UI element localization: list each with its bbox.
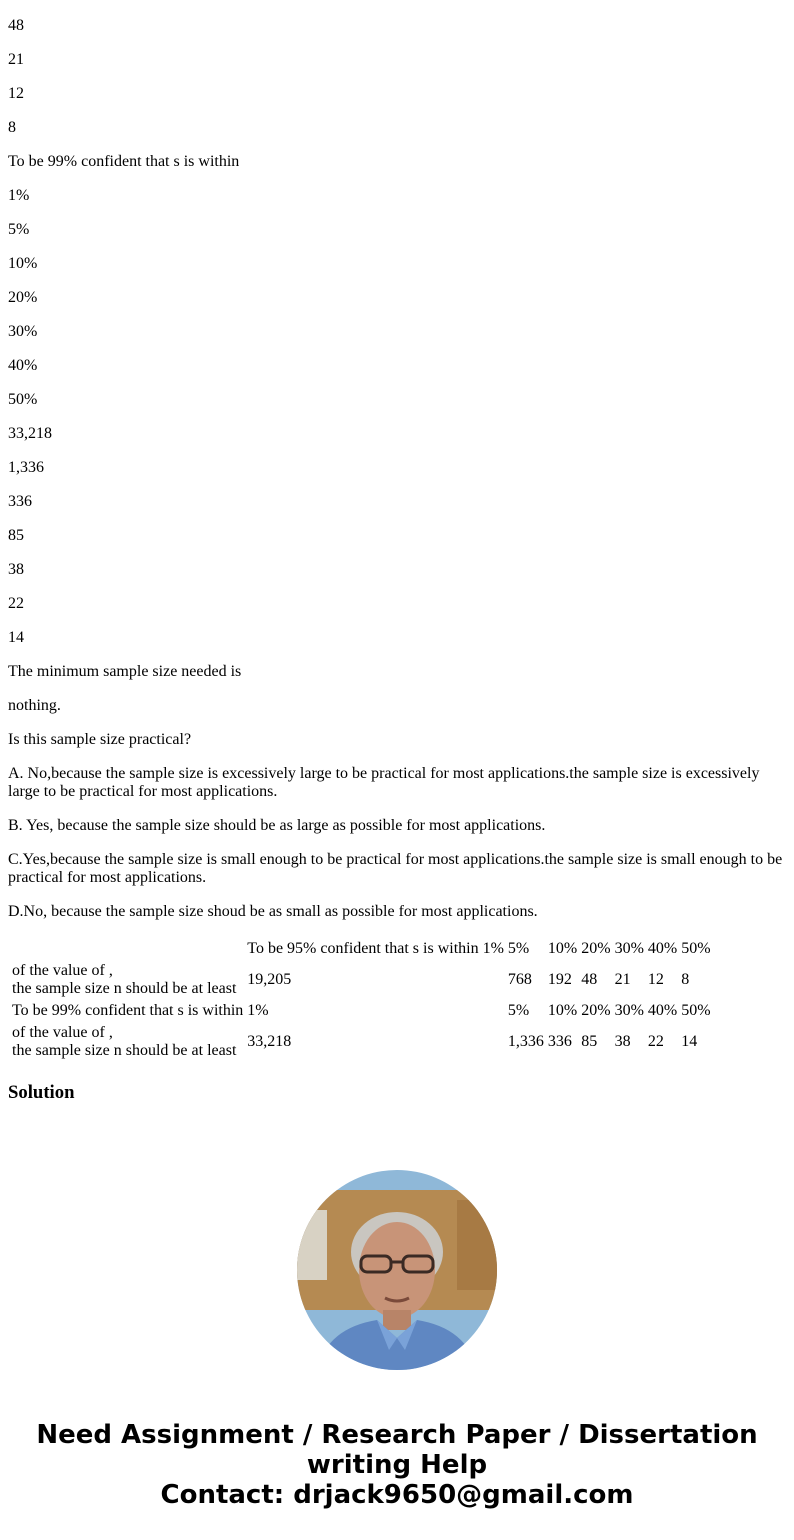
text-line: 30% [8,323,38,340]
table-cell: 1,336 [507,1033,544,1050]
table-row [11,939,712,959]
table-cell: 19,205 [247,971,292,988]
table-cell: of the value of , the sample size n should be at least [12,962,237,997]
answer-options [8,765,786,921]
text-line: 20% [8,289,38,306]
text-line: 33,218 [8,425,52,442]
text-line: 12 [8,85,24,102]
text-line: 14 [8,629,24,646]
table-cell: 192 [547,971,572,988]
question-text: Is this sample size practical? [8,731,192,748]
table-cell: 10% [547,940,578,957]
text-lines [8,17,786,749]
table-cell: 1% [247,1002,269,1019]
solution-heading: Solution [8,1082,75,1103]
table-cell: 768 [507,971,532,988]
table-cell [482,1023,505,1061]
table-cell: 5% [507,940,530,957]
answer-text: nothing. [8,697,61,714]
promo-contact: Contact: drjack9650@gmail.com [160,1480,634,1510]
text-line: 10% [8,255,38,272]
table-cell: 5% [507,1002,530,1019]
table-cell: 30% [614,1002,644,1019]
text-line: 1% [8,187,30,204]
document-body [0,17,794,1104]
text-line: 40% [8,357,38,374]
table-cell: To be 99% confident that s is within [12,1002,244,1019]
table-cell: 85 [581,1033,598,1050]
promo-line-1: Need Assignment / Research Paper / Dissertation [36,1420,758,1450]
text-line: 1,336 [8,459,44,476]
table-cell: 1% [482,940,504,957]
table-cell: 336 [547,1033,572,1050]
option-c: C.Yes,because the sample size is small enough to be practical for most applications.the sample size is small enough to be practical for most applications. [8,851,783,886]
text-line: To be 99% confident that s is within [8,153,240,170]
table-cell: 20% [581,940,611,957]
question-text: The minimum sample size needed is [8,663,242,680]
table-cell: 10% [547,1002,578,1019]
table-cell: 50% [681,1002,711,1019]
table-cell: 12 [647,971,664,988]
table-cell [482,1001,505,1021]
table-cell: 30% [614,940,644,957]
promo-banner [0,1420,794,1510]
option-d: D.No, because the sample size shoud be as small as possible for most applications. [8,903,538,920]
promo-line-2: writing Help [306,1450,488,1480]
table-cell: To be 95% confident that s is within [247,940,479,957]
text-line: 21 [8,51,24,68]
table-cell: 8 [681,971,690,988]
table-cell: 20% [581,1002,611,1019]
option-b: B. Yes, because the sample size should be as large as possible for most applications. [8,817,546,834]
author-portrait-icon [297,1170,497,1370]
text-line: 8 [8,119,16,136]
table-cell [11,939,244,959]
text-line: 38 [8,561,24,578]
table-row [11,1023,712,1061]
table-cell: 22 [647,1033,664,1050]
table-cell: 33,218 [247,1033,292,1050]
text-line: 85 [8,527,24,544]
text-line: 50% [8,391,38,408]
table-cell [482,961,505,999]
table-cell: of the value of , the sample size n should be at least [12,1024,237,1059]
option-a: A. No,because the sample size is excessively large to be practical for most applications.the sample size is excessively large to be practical for most applications. [8,765,760,800]
table-cell: 50% [681,940,711,957]
table-cell: 14 [681,1033,698,1050]
author-avatar [297,1170,497,1370]
table-row [11,1001,712,1021]
table-row [11,961,712,999]
table-cell: 38 [614,1033,631,1050]
table-cell: 48 [581,971,598,988]
sample-size-table [9,937,714,1063]
table-cell: 21 [614,971,631,988]
text-line: 5% [8,221,30,238]
table-cell: 40% [647,1002,678,1019]
text-line: 336 [8,493,32,510]
text-line: 22 [8,595,24,612]
text-line: 48 [8,17,24,34]
table-cell: 40% [647,940,678,957]
